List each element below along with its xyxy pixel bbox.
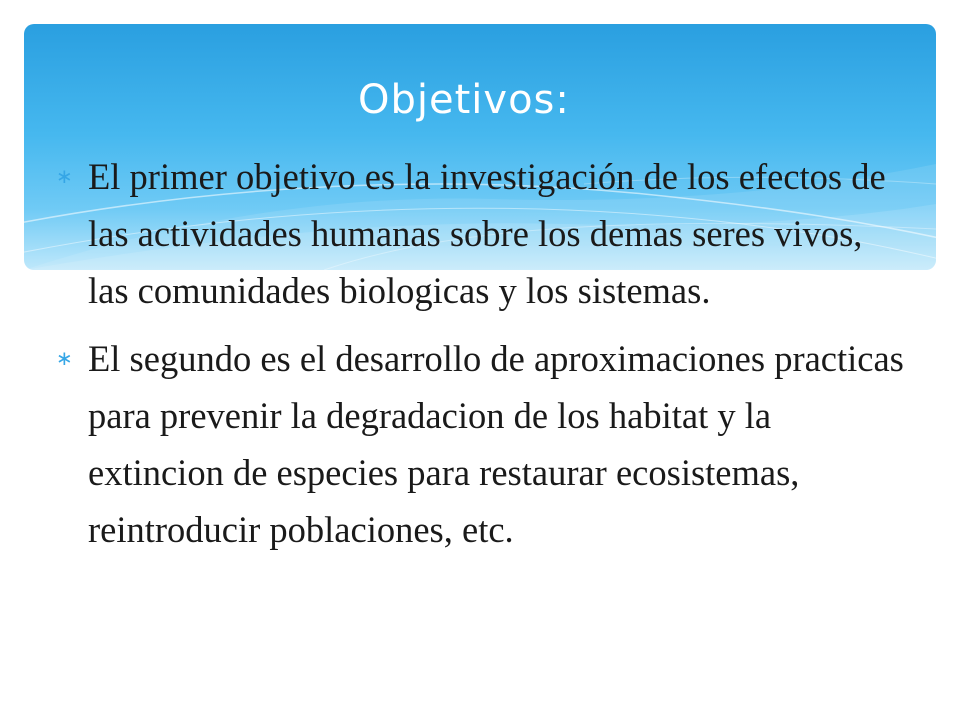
bullet-list <box>56 148 906 558</box>
bullet-text: El segundo es el desarrollo de aproximaciones practicas para prevenir la degradacion de los habitat y la extincion de especies para restaurar ecosistemas, reintroducir poblaciones, etc. <box>88 338 904 550</box>
bullet-text: El primer objetivo es la investigación de los efectos de las actividades humanas sobre los demas seres vivos, las comunidades biologicas y los sistemas. <box>88 156 886 311</box>
asterisk-bullet-icon: ∗ <box>56 346 73 370</box>
slide-title: Objetivos: <box>358 77 570 123</box>
bullet-item <box>56 330 906 558</box>
bullet-item <box>56 148 906 319</box>
asterisk-bullet-icon: ∗ <box>56 164 73 188</box>
